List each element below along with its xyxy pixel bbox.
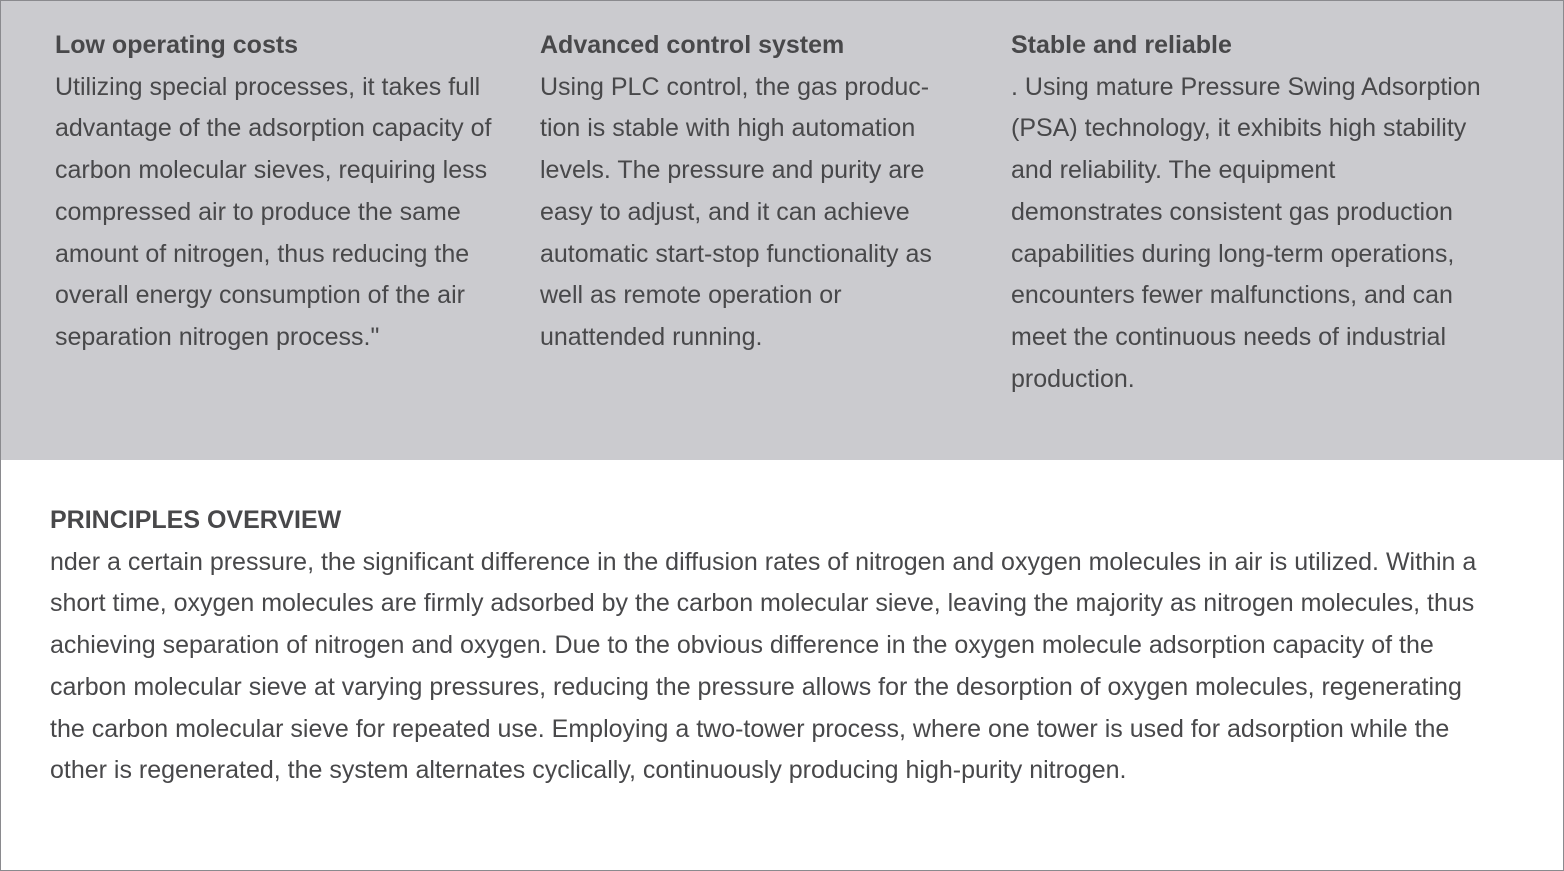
feature-description: Using PLC control, the gas production is stable with high automation levels. The pressure and purity are easy to adjust, and it can achieve automatic start-stop functionality as well as remote operation or unattended running. bbox=[540, 72, 932, 351]
feature-description: Utilizing special processes, it takes full advantage of the adsorption capacity of carbon molecular sieves, requiring less compressed air to produce the same amount of nitrogen, thus reducing the overall energy consumption of the air separation nitrogen process." bbox=[55, 72, 492, 351]
feature-stable-and-reliable bbox=[1011, 25, 1481, 400]
section-body: nder a certain pressure, the significant difference in the diffusion rates of nitrogen and oxygen molecules in air is utilized. Within a short time, oxygen molecules are firmly adsorbed by the carbon molecular sieve, leaving the majority as nitrogen molecules, thus achieving separation of nitrogen and oxygen. Due to the obvious difference in the oxygen molecule adsorption capacity of the carbon molecular sieve at varying pressures, reducing the pressure allows for the desorption of oxygen molecules, regenerating the carbon molecular sieve for repeated use. Employing a two-tower process, where one tower is used for adsorption while the other is regenerated, the system alternates cyclically, continuously producing high-purity nitrogen. bbox=[50, 547, 1477, 785]
section-title: PRINCIPLES OVERVIEW bbox=[50, 506, 342, 534]
feature-title: Advanced control system bbox=[540, 31, 845, 59]
feature-description: . Using mature Pressure Swing Adsorption (PSA) technology, it exhibits high stability and reliability. The equipment demonstrates consistent gas production capabilities during long-term operations, encounters fewer malfunctions, and can meet the continuous needs of industrial production. bbox=[1011, 72, 1481, 393]
feature-advanced-control-system bbox=[540, 25, 960, 359]
principles-overview-content bbox=[50, 500, 1490, 792]
feature-title: Stable and reliable bbox=[1011, 31, 1232, 59]
feature-title: Low operating costs bbox=[55, 31, 299, 59]
feature-low-operating-costs bbox=[55, 25, 495, 359]
principles-overview-panel bbox=[0, 460, 1564, 871]
